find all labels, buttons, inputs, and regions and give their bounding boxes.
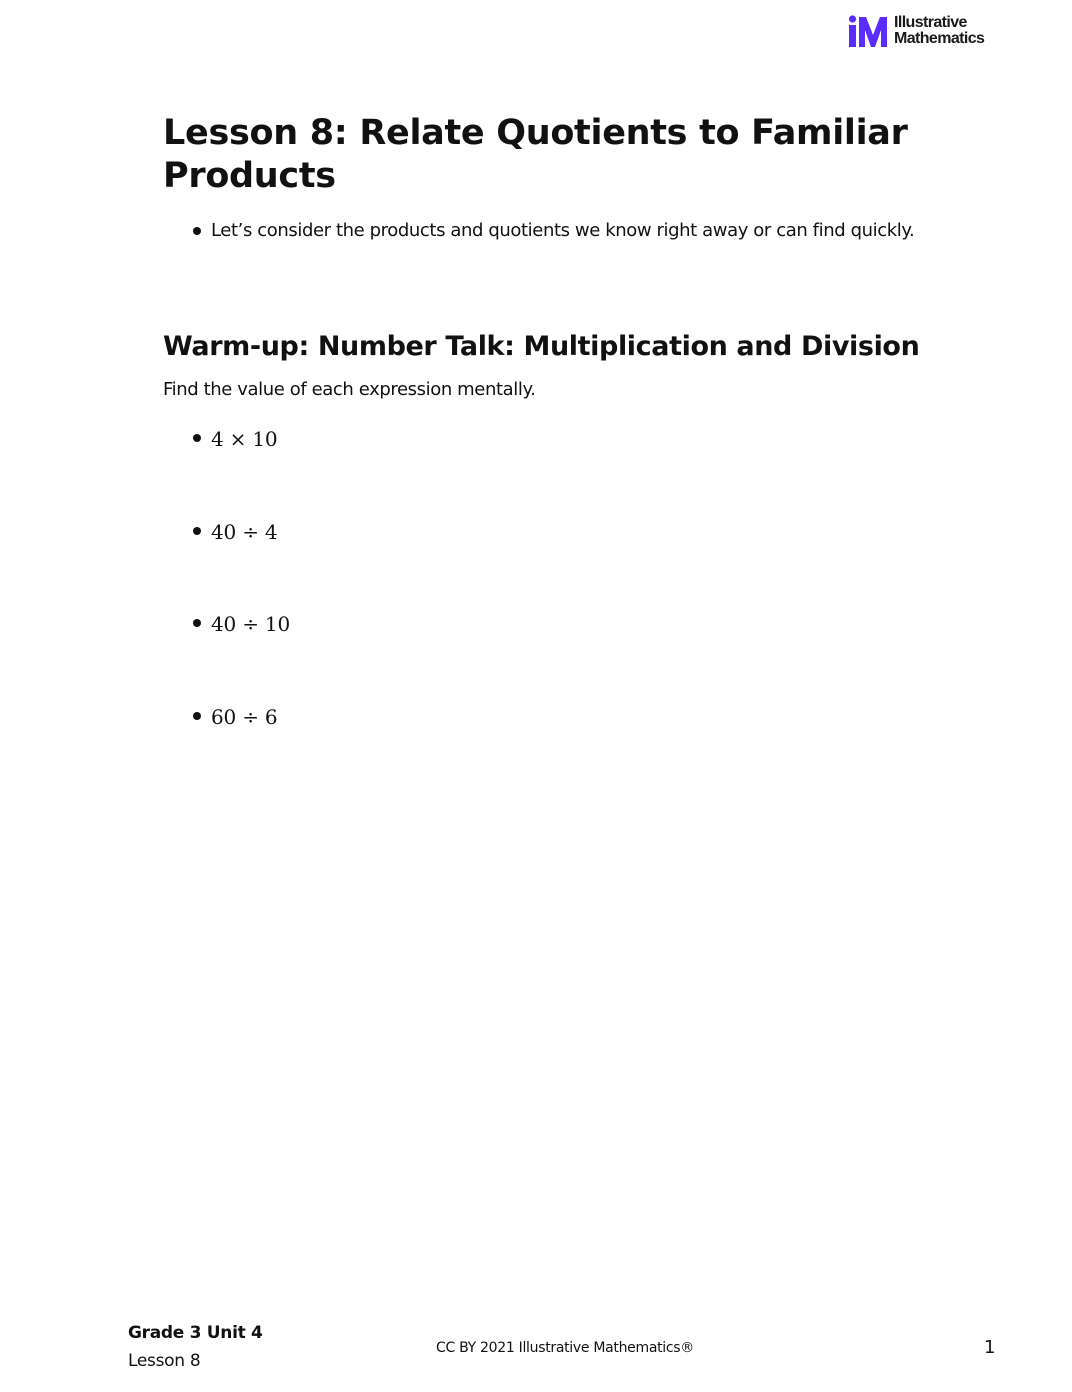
- expression-text: 40 ÷ 4: [211, 519, 278, 544]
- bullet-icon: [193, 527, 201, 535]
- logo-line-2: Mathematics: [894, 30, 985, 47]
- warmup-instruction: Find the value of each expression mentally.: [163, 379, 536, 400]
- lesson-goal-text: Let’s consider the products and quotients we know right away or can find quickly.: [211, 220, 915, 241]
- page-number: 1: [984, 1337, 996, 1358]
- expression-item: [163, 424, 290, 517]
- lesson-title: Lesson 8: Relate Quotients to Familiar Products: [163, 113, 908, 196]
- expression-item: [163, 517, 290, 610]
- warmup-title: Warm-up: Number Talk: Multiplication and Division: [163, 331, 920, 362]
- bullet-icon: [193, 619, 201, 627]
- expression-item: [163, 609, 290, 702]
- illustrative-mathematics-logo: [848, 15, 998, 51]
- bullet-icon: [193, 227, 201, 235]
- lesson-goals-list: [163, 218, 914, 244]
- expression-text: 4 × 10: [211, 427, 278, 451]
- expression-item: [163, 702, 290, 795]
- logo-wordmark: [894, 15, 984, 47]
- im-logo-icon: [848, 15, 888, 49]
- lesson-goal-item: [163, 218, 914, 244]
- footer-grade-unit: Grade 3 Unit 4: [128, 1323, 263, 1343]
- bullet-icon: [193, 712, 201, 720]
- bullet-icon: [193, 434, 201, 442]
- expression-text: 60 ÷ 6: [211, 704, 278, 729]
- logo-line-1: Illustrative: [894, 14, 967, 31]
- footer-license: CC BY 2021 Illustrative Mathematics®: [436, 1340, 694, 1356]
- footer-lesson: Lesson 8: [128, 1351, 201, 1371]
- expression-list: [163, 424, 290, 794]
- expression-text: 40 ÷ 10: [211, 612, 290, 636]
